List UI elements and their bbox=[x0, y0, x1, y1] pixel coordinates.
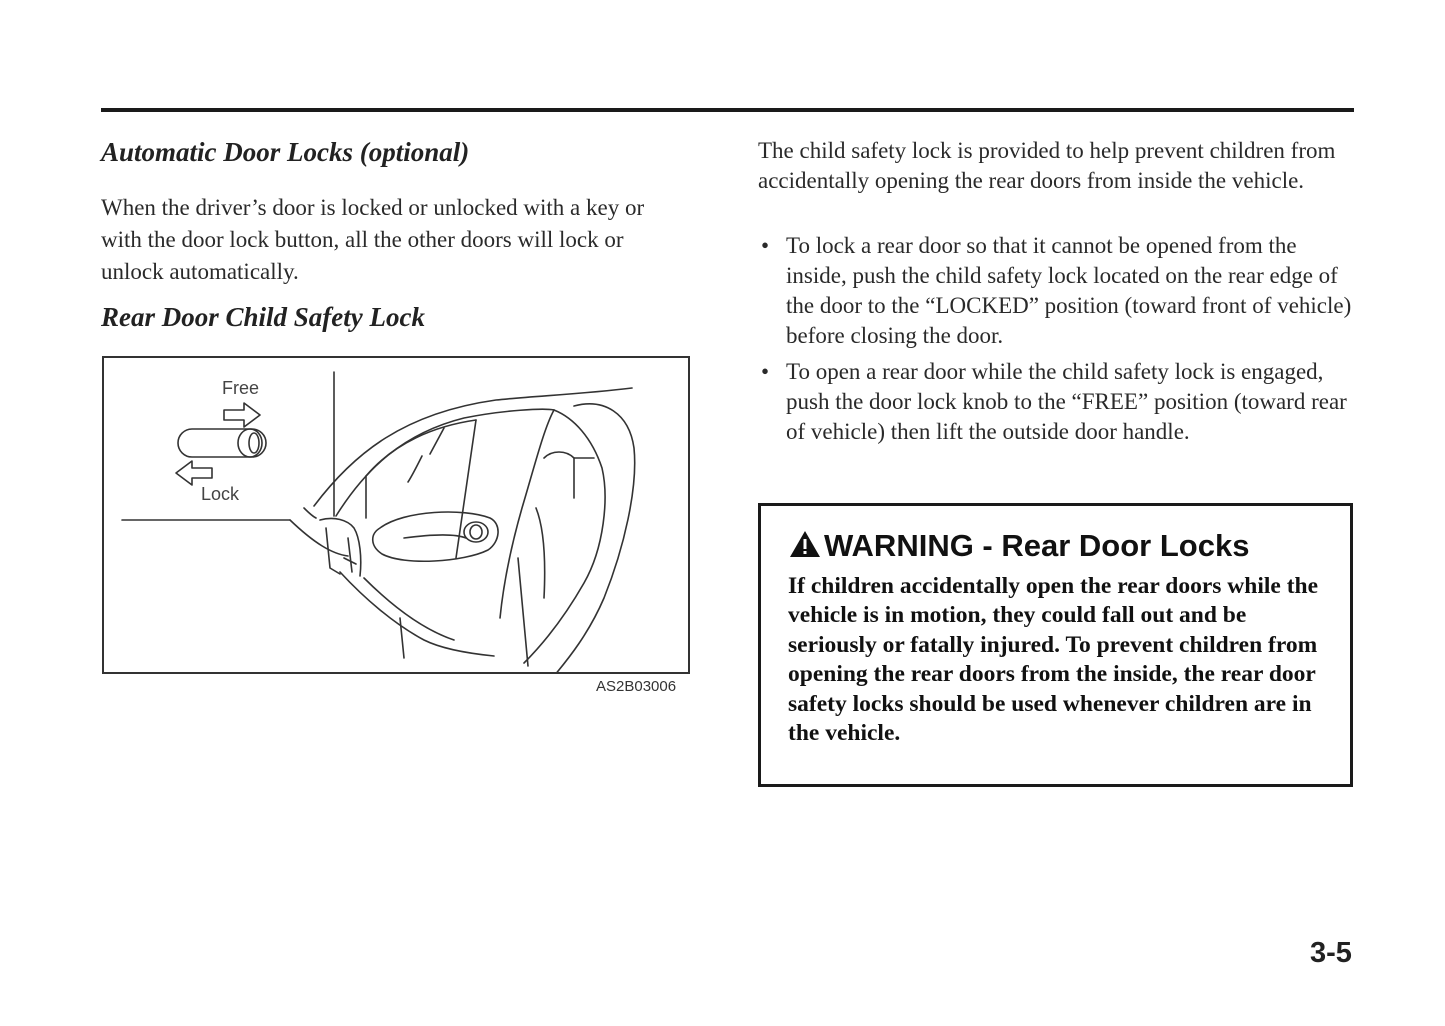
warning-box bbox=[758, 503, 1353, 787]
paragraph-automatic-door-locks: When the driver’s door is locked or unlocked with a key or with the door lock button, all the other doors will lock or unlock automatically. bbox=[101, 195, 645, 284]
door-illustration-svg bbox=[104, 358, 690, 674]
instruction-list bbox=[758, 231, 1358, 453]
list-item-text: To open a rear door while the child safety lock is engaged, push the door lock knob to the “FREE” position (toward rear of vehicle) then lift the outside door handle. bbox=[786, 359, 1347, 444]
paragraph-child-safety-intro: The child safety lock is provided to help prevent children from accidentally opening the rear doors from inside the vehicle. bbox=[758, 138, 1336, 193]
header-rule bbox=[101, 108, 1354, 112]
page-number: 3-5 bbox=[1310, 937, 1352, 969]
warning-text: If children accidentally open the rear doors while the vehicle is in motion, they could fall out and be seriously or fatally injured. To prevent children from opening the rear doors from the inside, the rear door safety locks should be used whenever children are in the vehicle. bbox=[788, 573, 1319, 747]
label-free: Free bbox=[222, 378, 260, 398]
lock-switch-icon bbox=[178, 429, 266, 457]
label-lock: Lock bbox=[201, 484, 240, 504]
figure-code: AS2B03006 bbox=[596, 678, 677, 695]
arrow-right-icon bbox=[224, 403, 260, 427]
heading-automatic-door-locks: Automatic Door Locks (optional) bbox=[101, 137, 470, 167]
warning-title: WARNING - Rear Door Locks bbox=[824, 528, 1250, 563]
bullet-icon: • bbox=[760, 359, 770, 384]
warning-title-row bbox=[788, 528, 1249, 564]
bullet-icon: • bbox=[760, 233, 770, 258]
list-item bbox=[758, 231, 1358, 351]
list-item-text: To lock a rear door so that it cannot be opened from the inside, push the child safety lock located on the rear edge of the door to the “LOCKED” position (toward front of vehicle) before closing the door. bbox=[786, 233, 1352, 348]
list-item bbox=[758, 357, 1358, 447]
child-lock-illustration bbox=[102, 356, 690, 674]
arrow-left-icon bbox=[176, 461, 212, 485]
warning-triangle-icon bbox=[788, 529, 822, 559]
heading-rear-door-child-safety-lock: Rear Door Child Safety Lock bbox=[101, 302, 425, 332]
